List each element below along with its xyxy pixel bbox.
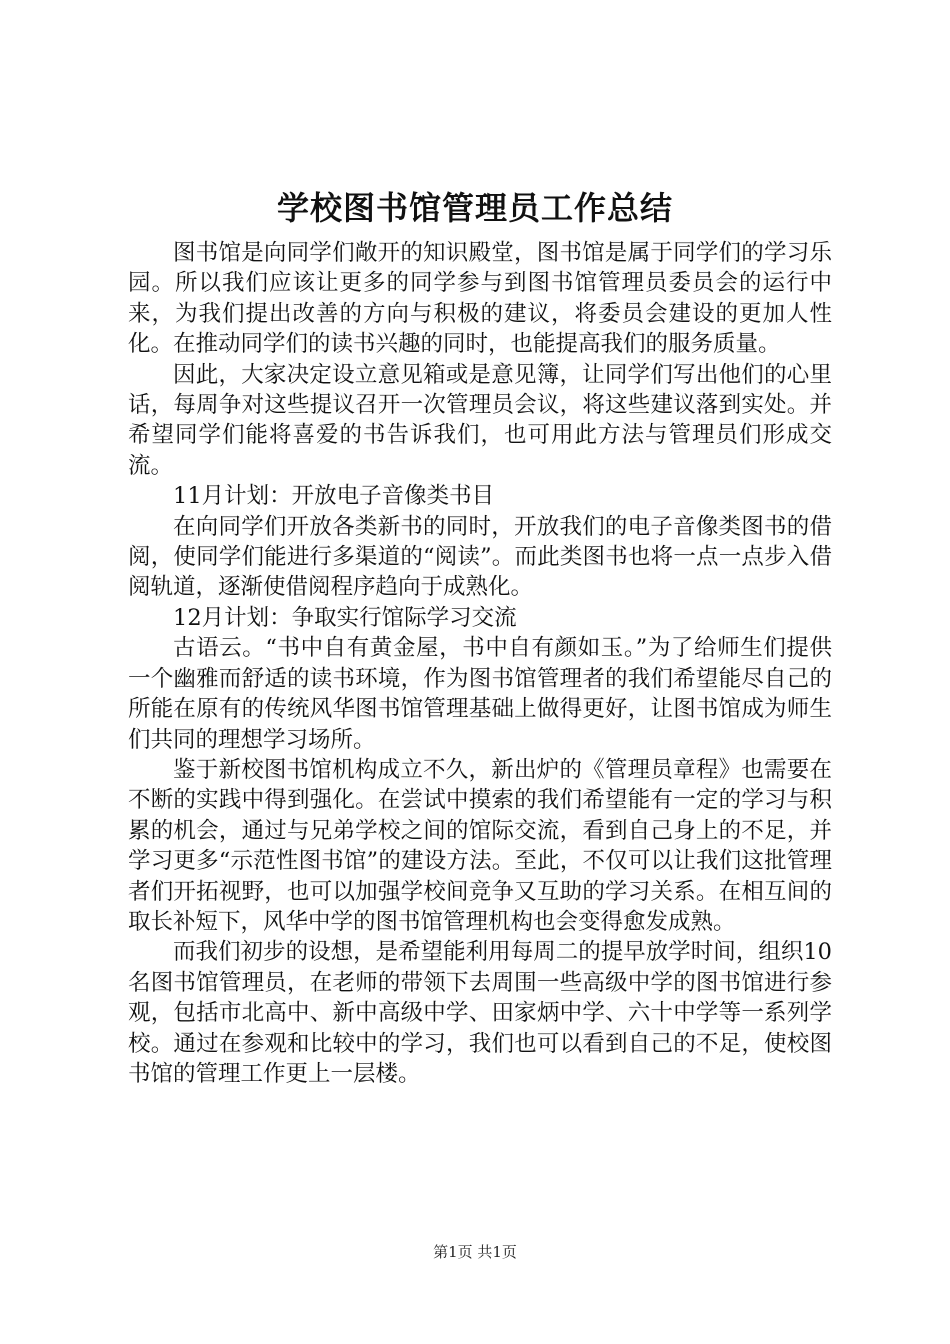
document-title: 学校图书馆管理员工作总结 xyxy=(276,189,673,227)
heading-december-plan: 12月计划：争取实行馆际学习交流 xyxy=(173,604,517,631)
paragraph-reading-environment: 古语云。“书中自有黄金屋，书中自有颜如玉。”为了给师生们提供一个幽雅而舒适的读书环境，作为图书馆管理者的我们希望能尽自己的所能在原有的传统风华图书馆管理基础上做得更好，让图书馆成为师生们共同的理想学习场所。 xyxy=(128,635,832,753)
paragraph-visit-plan: 而我们初步的设想，是希望能利用每周二的提早放学时间，组织10名图书馆管理员，在老师的带领下去周围一些高级中学的图书馆进行参观，包括市北高中、新中高级中学、田家炳中学、六十中学等一系列学校。通过在参观和比较中的学习，我们也可以看到自己的不足，使校图书馆的管理工作更上一层楼。 xyxy=(128,939,832,1087)
document-body xyxy=(128,238,832,1089)
paragraph-november-plan: 在向同学们开放各类新书的同时，开放我们的电子音像类图书的借阅，使同学们能进行多渠道的“阅读”。而此类图书也将一点一点步入借阅轨道，逐渐使借阅程序趋向于成熟化。 xyxy=(128,513,832,601)
paragraph-exchange: 鉴于新校图书馆机构成立不久，新出炉的《管理员章程》也需要在不断的实践中得到强化。在尝试中摸索的我们希望能有一定的学习与积累的机会，通过与兄弟学校之间的馆际交流，看到自己身上的不足，并学习更多“示范性图书馆”的建设方法。至此，不仅可以让我们这批管理者们开拓视野，也可以加强学校间竞争又互助的学习关系。在相互间的取长补短下，风华中学的图书馆管理机构也会变得愈发成熟。 xyxy=(128,756,832,935)
heading-november-plan: 11月计划：开放电子音像类书目 xyxy=(173,483,495,510)
paragraph-suggestion-box: 因此，大家决定设立意见箱或是意见簿，让同学们写出他们的心里话，每周争对这些提议召开一次管理员会议，将这些建议落到实处。并希望同学们能将喜爱的书告诉我们，也可用此方法与管理员们形成交流。 xyxy=(128,361,832,479)
page-footer: 第1页 共1页 xyxy=(433,1243,517,1261)
paragraph-intro: 图书馆是向同学们敞开的知识殿堂，图书馆是属于同学们的学习乐园。所以我们应该让更多的同学参与到图书馆管理员委员会的运行中来，为我们提出改善的方向与积极的建议，将委员会建设的更加人性化。在推动同学们的读书兴趣的同时，也能提高我们的服务质量。 xyxy=(128,240,832,358)
